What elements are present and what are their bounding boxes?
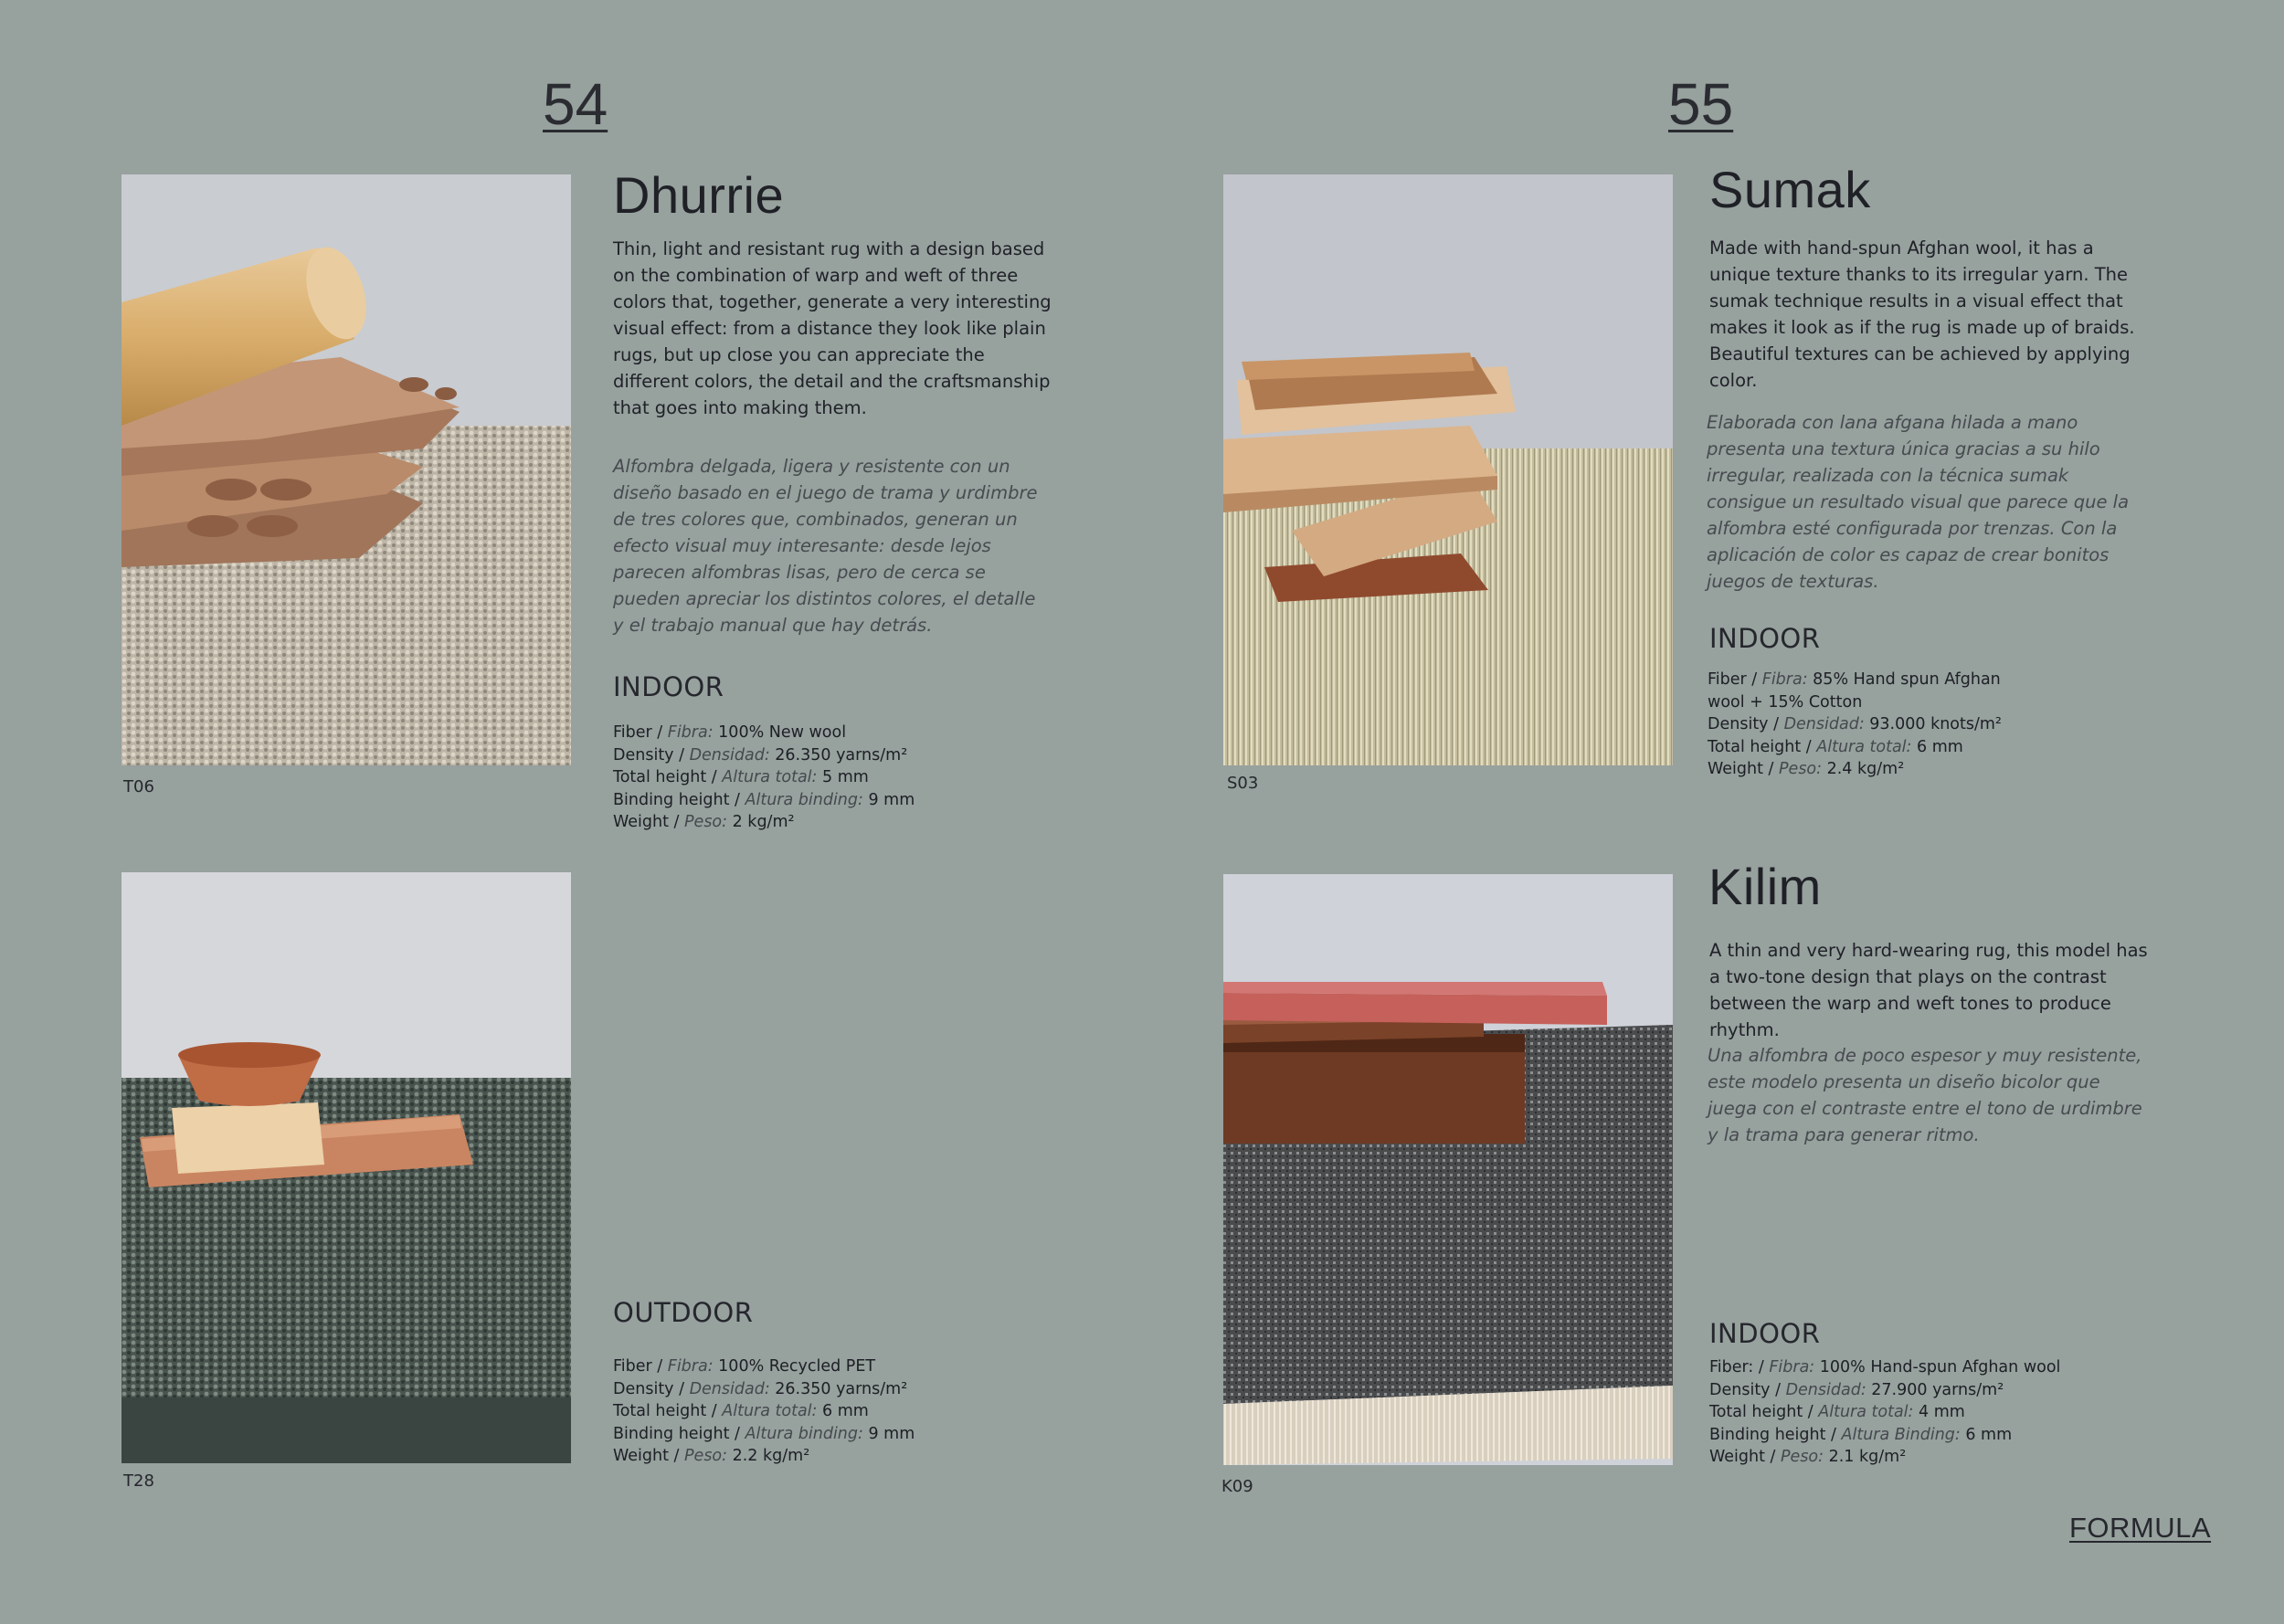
spec-binding-height: Binding height / Altura binding: 9 mm: [613, 790, 915, 809]
page-number-left: 54: [543, 71, 608, 137]
spec-total-height: Total height / Altura total: 5 mm: [613, 768, 869, 786]
image-code-t06: T06: [123, 777, 154, 796]
image-code-k09: K09: [1221, 1477, 1253, 1496]
image-code-s03: S03: [1227, 774, 1259, 793]
description-english-sumak: Made with hand-spun Afghan wool, it has a unique texture thanks to its irregular yarn. The sumak technique results in a visual effect that makes it look as if the rug is made up of braids. Beautiful textures can be achieved by applying color.: [1709, 237, 2135, 391]
specs-list-t06: [613, 722, 915, 834]
description-spanish-sumak: Elaborada con lana afgana hilada a mano presenta una textura única gracias a su hilo irregular, realizada con la técnica sumak consigue un resultado visual que parece que la alfombra esté configurada por trenzas. Con la aplicación de color es capaz de crear bonitos juegos de texturas.: [1707, 412, 2130, 592]
specs-list-t28: [613, 1355, 915, 1468]
spec-binding-height: Binding height / Altura binding: 9 mm: [613, 1424, 915, 1443]
spec-total-height: Total height / Altura total: 6 mm: [1708, 737, 1963, 756]
spec-total-height: Total height / Altura total: 4 mm: [1709, 1403, 1965, 1421]
product-photo-t06: [122, 174, 571, 765]
spec-fiber: Fiber / Fibra: 100% New wool: [613, 723, 847, 742]
product-title-dhurrie: Dhurrie: [613, 166, 785, 224]
brand-logo: FORMULA: [2069, 1512, 2212, 1544]
environment-label-kilim: INDOOR: [1709, 1318, 1821, 1349]
product-photo-t28: [122, 872, 571, 1463]
spec-fiber: Fiber / Fibra: 100% Recycled PET: [613, 1357, 876, 1376]
spec-weight: Weight / Peso: 2 kg/m²: [613, 813, 795, 831]
spec-density: Density / Densidad: 26.350 yarns/m²: [613, 745, 908, 765]
environment-label-sumak: INDOOR: [1709, 623, 1821, 654]
specs-list-kilim: [1709, 1356, 2060, 1469]
spec-weight: Weight / Peso: 2.1 kg/m²: [1709, 1448, 1907, 1466]
description-spanish-kilim: Una alfombra de poco espesor y muy resistente, este modelo presenta un diseño bicolor que juega con el contraste entre el tono de urdimbre y la trama para generar ritmo.: [1708, 1045, 2142, 1145]
spec-weight: Weight / Peso: 2.4 kg/m²: [1708, 760, 1905, 778]
environment-label-t06: INDOOR: [613, 671, 724, 702]
description-english-kilim: A thin and very hard-wearing rug, this model has a two-tone design that plays on the contrast between the warp and weft tones to produce rhythm.: [1709, 940, 2148, 1040]
image-code-t28: T28: [123, 1471, 154, 1491]
spec-binding-height: Binding height / Altura Binding: 6 mm: [1709, 1425, 2013, 1444]
product-photo-k09: [1223, 874, 1673, 1465]
spec-density: Density / Densidad: 27.900 yarns/m²: [1709, 1380, 2004, 1399]
product-photo-s03: [1223, 174, 1673, 765]
product-title-sumak: Sumak: [1709, 161, 1871, 218]
spec-density: Density / Densidad: 26.350 yarns/m²: [613, 1379, 908, 1398]
page-number-right: 55: [1668, 71, 1734, 137]
spec-weight: Weight / Peso: 2.2 kg/m²: [613, 1447, 810, 1465]
product-title-kilim: Kilim: [1708, 858, 1822, 915]
environment-label-t28: OUTDOOR: [613, 1297, 754, 1328]
spec-fiber: Fiber: / Fibra: 100% Hand-spun Afghan wool: [1709, 1358, 2061, 1376]
spec-total-height: Total height / Altura total: 6 mm: [613, 1402, 869, 1420]
description-english-dhurrie: Thin, light and resistant rug with a design based on the combination of warp and weft of three colors that, together, generate a very interesting visual effect: from a distance they look like plain rugs, but up close you can appreciate the different colors, the detail and the craftsmanship that goes into making them.: [613, 238, 1052, 418]
description-spanish-dhurrie: Alfombra delgada, ligera y resistente con un diseño basado en el juego de trama y urdimbre de tres colores que, combinados, generan un efecto visual muy interesante: desde lejos parecen alfombras lisas, pero de cerca se pueden apreciar los distintos colores, el detalle y el trabajo manual que hay detrás.: [613, 456, 1038, 636]
spec-fiber: Fiber / Fibra: 85% Hand spun Afghan wool + 15% Cotton: [1708, 670, 2001, 712]
specs-list-sumak: [1708, 669, 2018, 781]
spec-density: Density / Densidad: 93.000 knots/m²: [1708, 715, 2002, 733]
